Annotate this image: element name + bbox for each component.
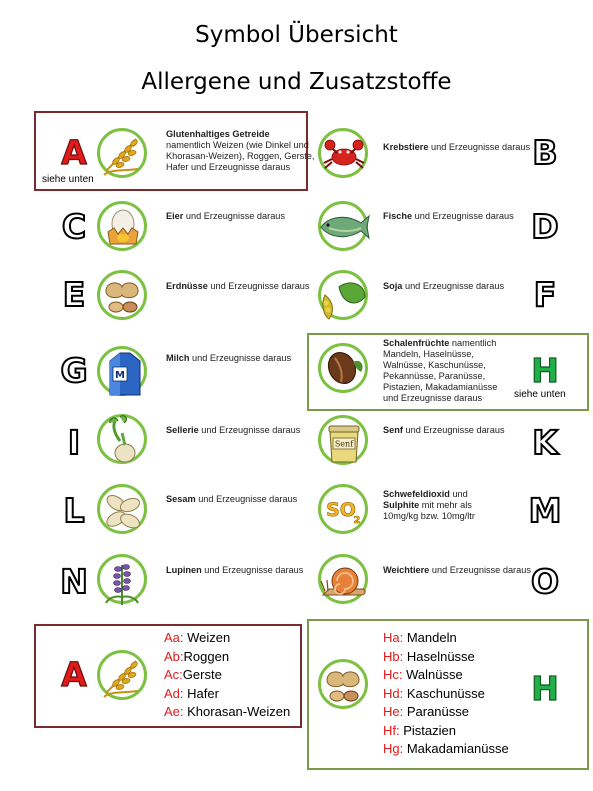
letter-g: G bbox=[60, 351, 88, 390]
mustard-label-text: Senf bbox=[334, 439, 354, 449]
list-item: Ad: Hafer bbox=[164, 685, 219, 701]
allergen-desc-k: Senf und Erzeugnisse daraus bbox=[383, 425, 505, 435]
egg-icon bbox=[97, 201, 147, 251]
letter-n: N bbox=[60, 562, 88, 601]
letter-c: C bbox=[61, 207, 87, 246]
sesame-icon bbox=[97, 484, 147, 534]
letter-k: K bbox=[532, 423, 558, 462]
list-item: Ac:Gerste bbox=[164, 667, 222, 682]
letter-b: B bbox=[532, 133, 558, 172]
letter-m: M bbox=[528, 491, 562, 530]
mustard-icon bbox=[318, 415, 368, 465]
allergen-desc-i: Sellerie und Erzeugnisse daraus bbox=[166, 425, 301, 435]
list-item: Hg: Makadamianüsse bbox=[383, 741, 509, 756]
wheat-icon bbox=[97, 128, 147, 178]
nut-list bbox=[383, 629, 509, 759]
letter-h-detail: H bbox=[531, 669, 559, 708]
gluten-list bbox=[164, 629, 290, 722]
letter-i: I bbox=[67, 423, 81, 462]
allergen-desc-l: Sesam und Erzeugnisse daraus bbox=[166, 494, 298, 504]
snail-icon bbox=[318, 554, 368, 604]
svg-text:M: M bbox=[115, 370, 125, 381]
letter-f: F bbox=[533, 275, 557, 314]
wheat-icon bbox=[97, 650, 147, 700]
letter-a: A bbox=[61, 133, 87, 172]
allergen-desc-f: Soja und Erzeugnisse daraus bbox=[383, 281, 505, 291]
page-subtitle: Allergene und Zusatzstoffe bbox=[141, 69, 452, 95]
letter-d: D bbox=[531, 207, 559, 246]
letter-h: H bbox=[531, 351, 559, 390]
list-item: Aa: Weizen bbox=[164, 630, 231, 645]
list-item: He: Paranüsse bbox=[383, 704, 469, 719]
allergen-desc-o: Weichtiere und Erzeugnisse daraus bbox=[383, 565, 531, 575]
so2-subscript: 2 bbox=[353, 515, 361, 526]
nut-icon bbox=[318, 343, 368, 393]
crab-icon bbox=[318, 128, 368, 178]
peanut-icon bbox=[318, 659, 368, 709]
letter-o: O bbox=[530, 562, 560, 601]
lupin-icon bbox=[97, 554, 147, 604]
allergen-desc-h: Schalenfrüchte namentlich Mandeln, Haselnüsse, Walnüsse, Kaschunüsse, Pekannüsse, Paranüsse, Pistazien, Makadamianüsse und Erzeugnisse daraus bbox=[383, 338, 498, 403]
list-item: Hb: Haselnüsse bbox=[383, 648, 475, 664]
so2-icon bbox=[318, 484, 368, 534]
peanut-icon bbox=[97, 270, 147, 320]
allergen-desc-m: Schwefeldioxid und Sulphite mit mehr als 10mg/kg bzw. 10mg/ltr bbox=[383, 489, 475, 521]
letter-e: E bbox=[62, 275, 86, 314]
allergen-desc-g: Milch und Erzeugnisse daraus bbox=[166, 353, 292, 363]
allergen-desc-n: Lupinen und Erzeugnisse daraus bbox=[166, 565, 304, 575]
see-below-note-a: siehe unten bbox=[42, 174, 94, 185]
so2-text: SO bbox=[326, 499, 356, 521]
list-item: Hd: Kaschunüsse bbox=[383, 685, 485, 701]
soy-icon bbox=[318, 270, 368, 320]
list-item: Hf: Pistazien bbox=[383, 722, 456, 738]
allergen-desc-e: Erdnüsse und Erzeugnisse daraus bbox=[166, 281, 310, 291]
list-item: Ab:Roggen bbox=[164, 648, 230, 664]
allergen-desc-c: Eier und Erzeugnisse daraus bbox=[166, 211, 286, 221]
fish-icon bbox=[318, 201, 368, 251]
allergen-desc-b: Krebstiere und Erzeugnisse daraus bbox=[383, 142, 531, 152]
list-item: Hc: Walnüsse bbox=[383, 667, 463, 682]
letter-l: L bbox=[63, 491, 85, 530]
list-item: Ha: Mandeln bbox=[383, 630, 457, 645]
page-title: Symbol Übersicht bbox=[195, 22, 398, 48]
see-below-note-h: siehe unten bbox=[514, 389, 566, 400]
allergen-desc-a: Glutenhaltiges Getreide namentlich Weizen (wie Dinkel und Khorasan-Weizen), Roggen, Gerste, Hafer und Erzeugnisse daraus bbox=[166, 129, 315, 172]
celery-icon bbox=[97, 414, 147, 464]
allergen-desc-d: Fische und Erzeugnisse daraus bbox=[383, 211, 514, 221]
list-item: Ae: Khorasan-Weizen bbox=[164, 704, 291, 719]
letter-a-detail: A bbox=[61, 655, 87, 694]
milk-icon bbox=[97, 346, 147, 396]
